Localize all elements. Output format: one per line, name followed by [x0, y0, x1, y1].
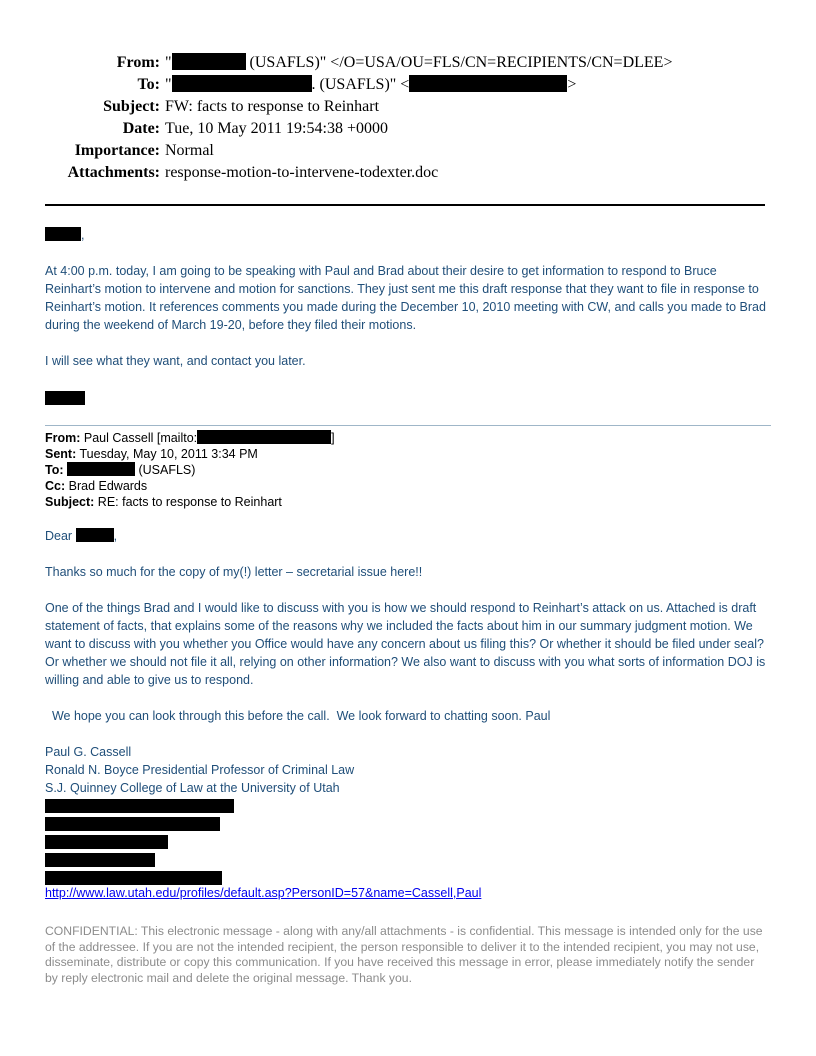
- header-to-label: To:: [137, 76, 160, 93]
- redaction: [409, 75, 567, 92]
- message-paragraph-1: At 4:00 p.m. today, I am going to be speaking with Paul and Brad about their desire to get information to respond to Bruce Reinhart’s motion to intervene and motion for sanctions. They just sent me this draft response that they want to file in response to Reinhart’s motion. It references comments you made during the December 10, 2010 meeting with CW, and calls you made to Brad during the weekend of March 19-20, before they filed their motions.: [45, 264, 766, 332]
- signature-redaction: [45, 391, 85, 405]
- confidentiality-notice: CONFIDENTIAL: This electronic message - along with any/all attachments - is confidential. This message is intended only for the use of the addressee. If you are not the intended recipient, the person responsible to deliver it to the intended recipient, you may not use, disseminate, distribute or copy this communication. If you have received this message in error, please immediately notify the sender by reply electronic mail and delete the original message. Thank you.: [45, 924, 763, 985]
- sig-name: Paul G. Cassell: [45, 745, 132, 759]
- profile-link[interactable]: http://www.law.utah.edu/profiles/default.asp?PersonID=57&name=Cassell,Paul: [45, 886, 482, 900]
- fwd-subject-row: [45, 494, 282, 510]
- header-importance-label: Importance:: [74, 142, 160, 159]
- fwd-cc-label: Cc:: [45, 479, 66, 493]
- fwd-sent-value: Tuesday, May 10, 2011 3:34 PM: [76, 447, 258, 461]
- header-date-row: [0, 118, 816, 140]
- redaction: [172, 53, 246, 70]
- fwd-to-value: (USAFLS): [135, 463, 196, 477]
- header-importance-value: Normal: [165, 142, 214, 159]
- header-attachments-value[interactable]: response-motion-to-intervene-todexter.doc: [165, 164, 439, 181]
- header-date-value: Tue, 10 May 2011 19:54:38 +0000: [165, 120, 388, 137]
- sig-title: Ronald N. Boyce Presidential Professor of Criminal Law: [45, 763, 355, 777]
- sig-redaction-1: [45, 799, 234, 813]
- sig-redaction-2: [45, 817, 220, 831]
- message-paragraph-2: I will see what they want, and contact you later.: [45, 354, 306, 368]
- header-subject-label: Subject:: [103, 98, 160, 115]
- header-from-label: From:: [116, 54, 160, 71]
- header-subject-row: [0, 96, 816, 118]
- fwd-to-label: To:: [45, 463, 64, 477]
- sig-redaction-3: [45, 835, 168, 849]
- redaction: [197, 430, 331, 444]
- redaction: [45, 227, 81, 241]
- header-attachments-label: Attachments:: [67, 164, 160, 181]
- header-attachments-row: [0, 162, 816, 184]
- fwd-sent-label: Sent:: [45, 447, 77, 461]
- header-from-row: [0, 52, 816, 74]
- fwd-cc-value: Brad Edwards: [65, 479, 148, 493]
- header-divider: [45, 204, 765, 206]
- header-to-row: [0, 74, 816, 96]
- fwd-paragraph-2: One of the things Brad and I would like to discuss with you is how we should respond to Reinhart’s attack on us. Attached is draft statement of facts, that explains some of the reasons why we included the facts about him in our summary judgment motion. We want to discuss with you whether you Office would have any concern about us filing this? Or whether it should be filed under seal? Or whether we should not file it all, relying on other information? We also want to discuss with you what sorts of information DOJ is willing and able to give us to respond.: [45, 601, 766, 687]
- fwd-to-row: [45, 462, 195, 478]
- fwd-from-row: From: Paul Cassell [mailto: ]: [45, 431, 335, 445]
- fwd-subject-label: Subject:: [45, 495, 95, 509]
- redaction: [67, 462, 135, 476]
- redaction: [172, 75, 312, 92]
- forward-divider: [45, 425, 771, 426]
- header-date-label: Date:: [122, 120, 160, 137]
- sig-redaction-4: [45, 853, 155, 867]
- fwd-from-label: From:: [45, 431, 81, 445]
- sig-school: S.J. Quinney College of Law at the University of Utah: [45, 781, 340, 795]
- fwd-paragraph-1: Thanks so much for the copy of my(!) letter – secretarial issue here!!: [45, 565, 423, 579]
- fwd-paragraph-3: We hope you can look through this before the call. We look forward to chatting soon. Paul: [45, 709, 551, 723]
- header-subject-value: FW: facts to response to Reinhart: [165, 98, 380, 115]
- header-to-value: " . (USAFLS)" < >: [165, 76, 577, 93]
- fwd-sent-row: [45, 446, 258, 462]
- header-from-value: " (USAFLS)" </O=USA/OU=FLS/CN=RECIPIENTS/CN=DLEE>: [165, 54, 673, 71]
- header-importance-row: [0, 140, 816, 162]
- sig-redaction-5: [45, 871, 222, 885]
- redaction: [76, 528, 114, 542]
- salutation: ,: [45, 226, 775, 244]
- fwd-greeting: Dear ,: [45, 529, 118, 543]
- fwd-subject-value: RE: facts to response to Reinhart: [94, 495, 282, 509]
- fwd-cc-row: [45, 478, 147, 494]
